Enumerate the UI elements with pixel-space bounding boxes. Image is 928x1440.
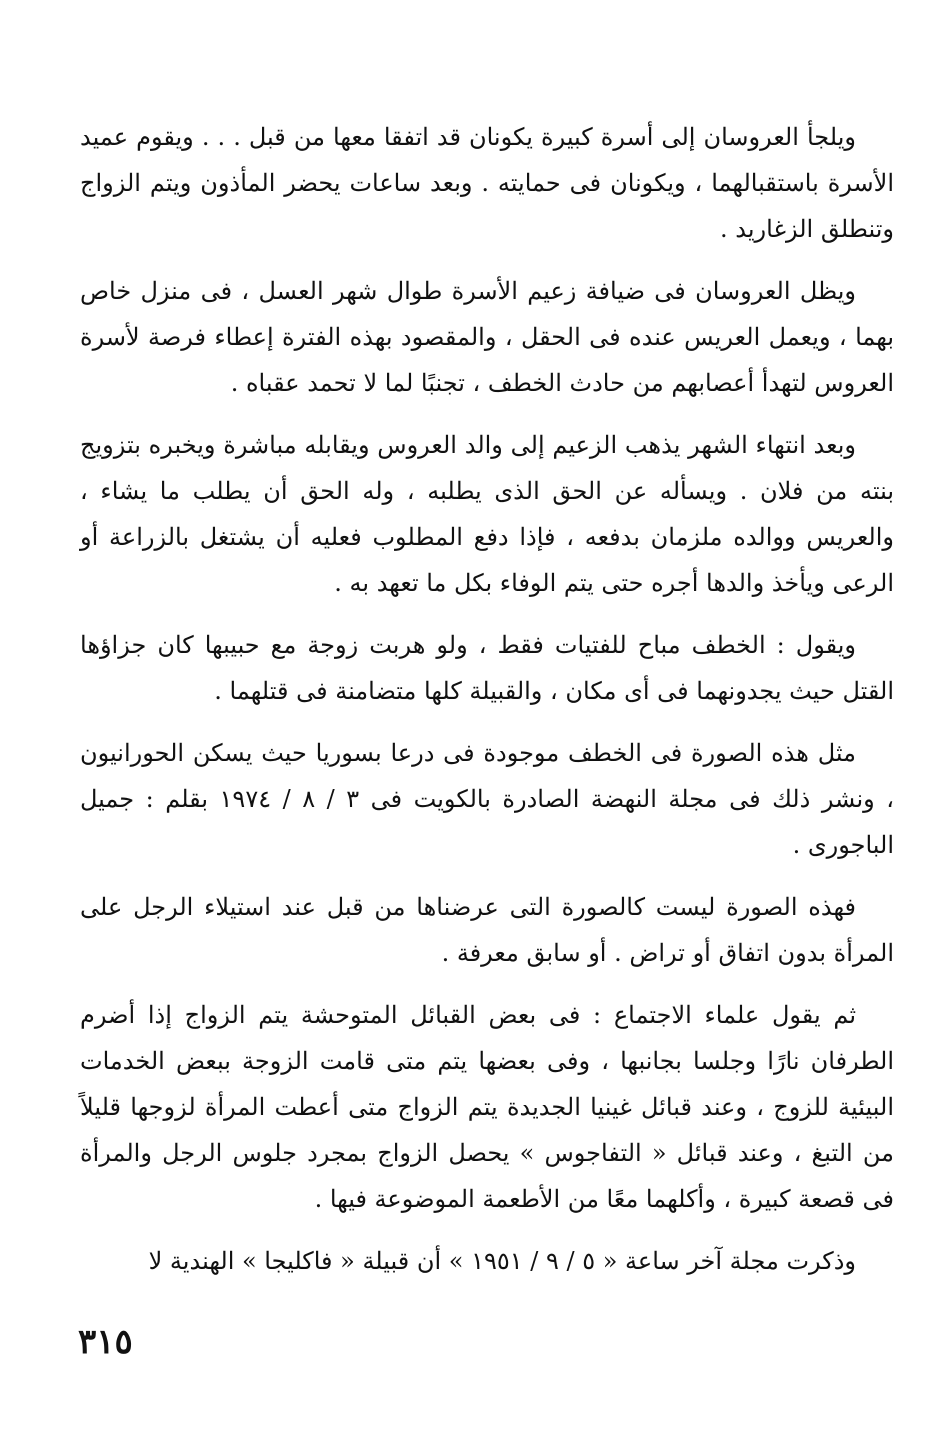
paragraph-6: فهذه الصورة ليست كالصورة التى عرضناها من قبل عند استيلاء الرجل على المرأة بدون اتفاق أو تراض . أو سابق معرفة . <box>80 893 894 967</box>
paragraph-7: ثم يقول علماء الاجتماع : فى بعض القبائل المتوحشة يتم الزواج إذا أضرم الطرفان نارًا وجلسا بجانبها ، وفى بعضها يتم متى قامت الزوجة ببعض الخدمات البيئية للزوج ، وعند قبائل غينيا الجديدة يتم الزواج متى أعطت المرأة لزوجها قليلاً من التبغ ، وعند قبائل « التفاجوس » يحصل الزواج بمجرد جلوس الرجل والمرأة فى قصعة كبيرة ، وأكلهما معًا من الأطعمة الموضوعة فيها . <box>80 1001 894 1213</box>
page-body-text <box>80 114 894 1294</box>
paragraph-4: ويقول : الخطف مباح للفتيات فقط ، ولو هربت زوجة مع حبيبها كان جزاؤها القتل حيث يجدونهما فى أى مكان ، والقبيلة كلها متضامنة فى قتلهما . <box>80 631 894 705</box>
paragraph-8: وذكرت مجلة آخر ساعة « ٥ / ٩ / ١٩٥١ » أن قبيلة « فاكليجا » الهندية لا <box>148 1247 856 1275</box>
paragraph-2: ويظل العروسان فى ضيافة زعيم الأسرة طوال شهر العسل ، فى منزل خاص بهما ، ويعمل العريس عنده فى الحقل ، والمقصود بهذه الفترة إعطاء فرصة لأسرة العروس لتهدأ أعصابهم من حادث الخطف ، تجنبًا لما لا تحمد عقباه . <box>80 277 894 397</box>
paragraph-3: وبعد انتهاء الشهر يذهب الزعيم إلى والد العروس ويقابله مباشرة ويخبره بتزويج بنته من فلان . ويسأله عن الحق الذى يطلبه ، وله الحق أن يطلب ما يشاء ، والعريس ووالده ملزمان بدفعه ، فإذا دفع المطلوب فعليه أن يشتغل بالزراعة أو الرعى ويأخذ والدها أجره حتى يتم الوفاء بكل ما تعهد به . <box>80 431 894 597</box>
paragraph-1: ويلجأ العروسان إلى أسرة كبيرة يكونان قد اتفقا معها من قبل . . . ويقوم عميد الأسرة باستقبالهما ، ويكونان فى حمايته . وبعد ساعات يحضر المأذون ويتم الزواج وتنطلق الزغاريد . <box>80 123 894 243</box>
paragraph-5: مثل هذه الصورة فى الخطف موجودة فى درعا بسوريا حيث يسكن الحورانيون ، ونشر ذلك فى مجلة النهضة الصادرة بالكويت فى ٣ / ٨ / ١٩٧٤ بقلم : جميل الباجورى . <box>80 739 895 859</box>
page-number: ٣١٥ <box>78 1322 133 1362</box>
